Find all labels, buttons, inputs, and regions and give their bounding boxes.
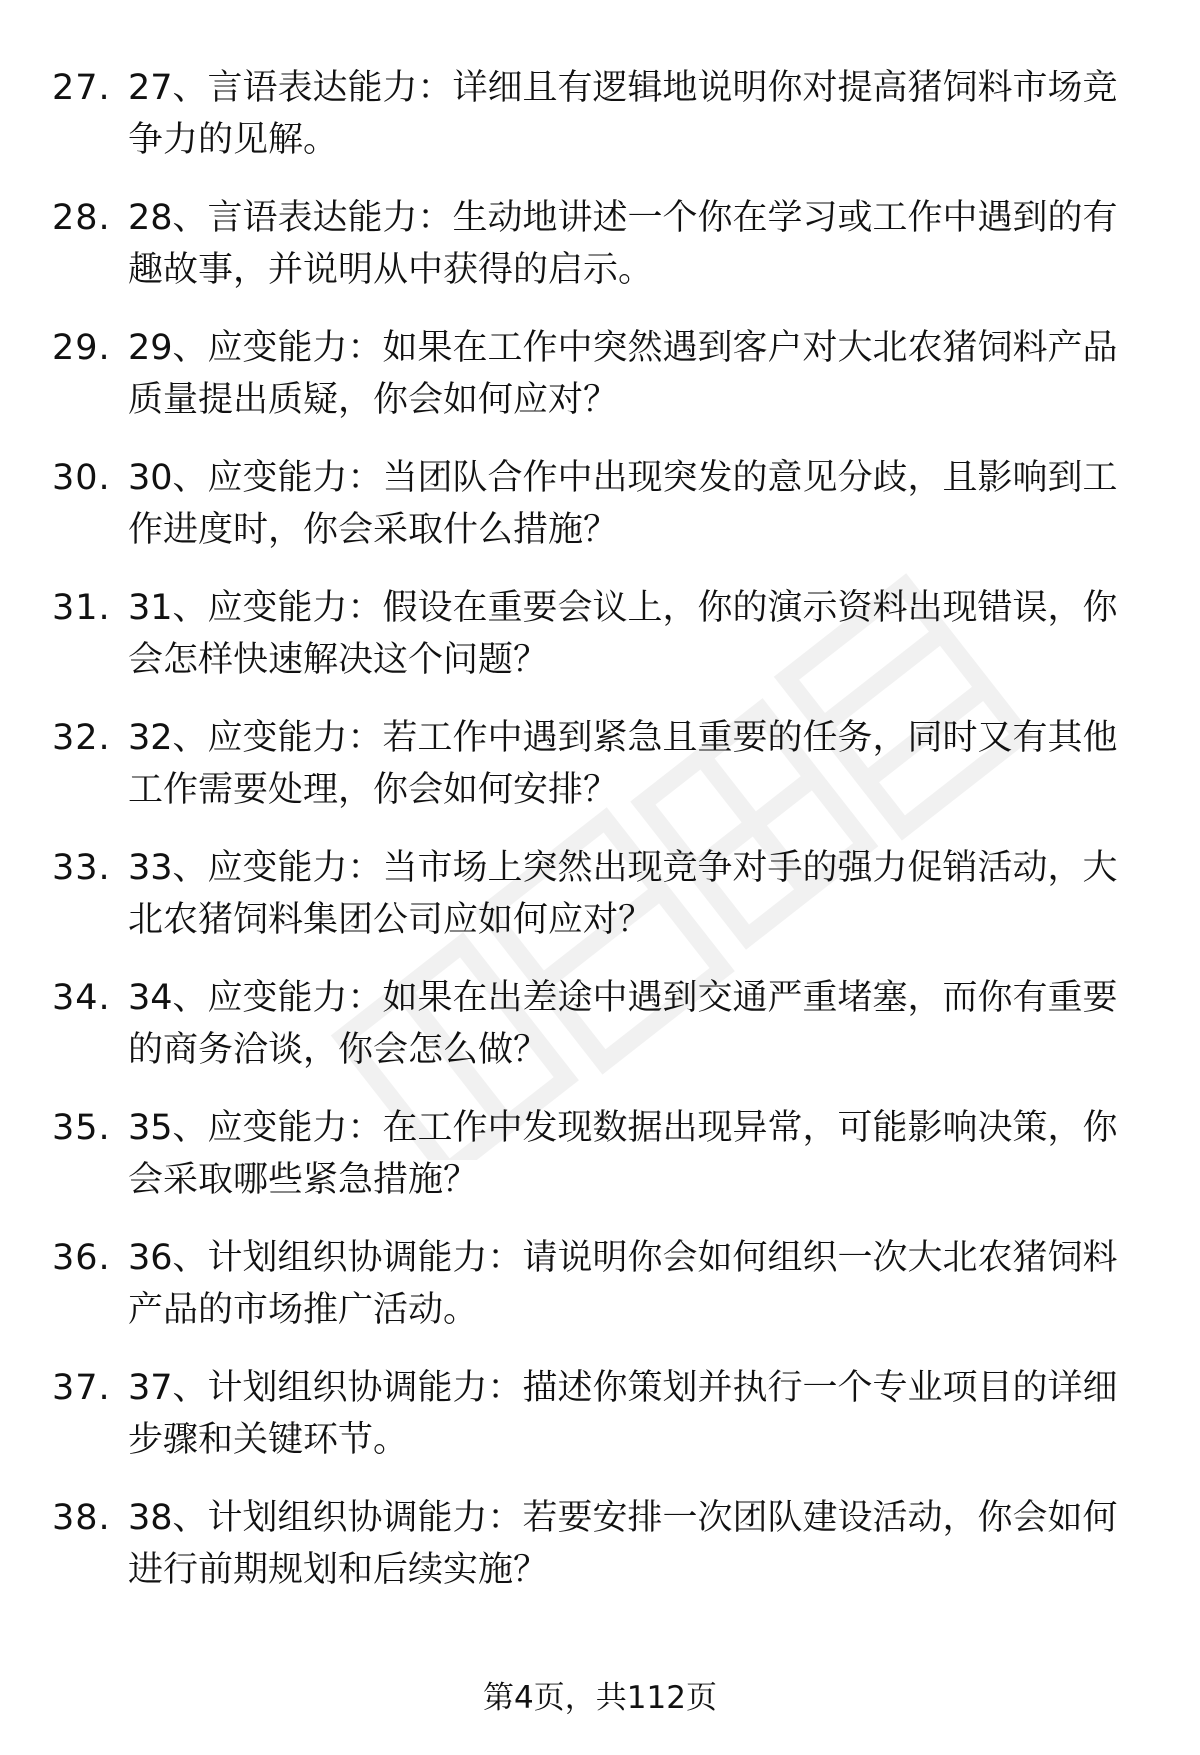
question-item [0, 966, 1200, 1096]
question-item [0, 706, 1200, 836]
question-text: 30、应变能力：当团队合作中出现突发的意见分歧，且影响到工作进度时，你会采取什么措施？ [128, 458, 1118, 550]
question-text: 35、应变能力：在工作中发现数据出现异常，可能影响决策，你会采取哪些紧急措施？ [128, 1108, 1118, 1200]
question-item [0, 186, 1200, 316]
page-footer: 第4页，共112页 [483, 1680, 717, 1716]
question-text: 27、言语表达能力：详细且有逻辑地说明你对提高猪饲料市场竞争力的见解。 [128, 68, 1118, 160]
question-item [0, 576, 1200, 706]
question-text: 28、言语表达能力：生动地讲述一个你在学习或工作中遇到的有趣故事，并说明从中获得的启示。 [128, 198, 1118, 290]
question-number: 34. [52, 978, 111, 1018]
question-number: 36. [52, 1238, 111, 1278]
question-item [0, 1226, 1200, 1356]
question-number: 31. [52, 588, 111, 628]
question-item [0, 1356, 1200, 1486]
question-number: 32. [52, 718, 111, 758]
question-item [0, 446, 1200, 576]
question-text: 38、计划组织协调能力：若要安排一次团队建设活动，你会如何进行前期规划和后续实施？ [128, 1498, 1118, 1590]
question-number: 29. [52, 328, 111, 368]
question-item [0, 1096, 1200, 1226]
question-text: 32、应变能力：若工作中遇到紧急且重要的任务，同时又有其他工作需要处理，你会如何安排？ [128, 718, 1118, 810]
question-item [0, 1486, 1200, 1616]
question-list [0, 56, 1200, 1616]
question-number: 38. [52, 1498, 111, 1538]
question-item [0, 836, 1200, 966]
question-text: 37、计划组织协调能力：描述你策划并执行一个专业项目的详细步骤和关键环节。 [128, 1368, 1118, 1460]
question-number: 28. [52, 198, 111, 238]
question-number: 27. [52, 68, 111, 108]
question-item [0, 56, 1200, 186]
question-number: 35. [52, 1108, 111, 1148]
question-text: 36、计划组织协调能力：请说明你会如何组织一次大北农猪饲料产品的市场推广活动。 [128, 1238, 1118, 1330]
question-number: 37. [52, 1368, 111, 1408]
question-text: 29、应变能力：如果在工作中突然遇到客户对大北农猪饲料产品质量提出质疑，你会如何应对？ [128, 328, 1118, 420]
question-text: 33、应变能力：当市场上突然出现竞争对手的强力促销活动，大北农猪饲料集团公司应如何应对？ [128, 848, 1118, 940]
question-text: 34、应变能力：如果在出差途中遇到交通严重堵塞，而你有重要的商务洽谈，你会怎么做？ [128, 978, 1118, 1070]
question-text: 31、应变能力：假设在重要会议上，你的演示资料出现错误，你会怎样快速解决这个问题？ [128, 588, 1118, 680]
question-number: 30. [52, 458, 111, 498]
question-item [0, 316, 1200, 446]
question-number: 33. [52, 848, 111, 888]
